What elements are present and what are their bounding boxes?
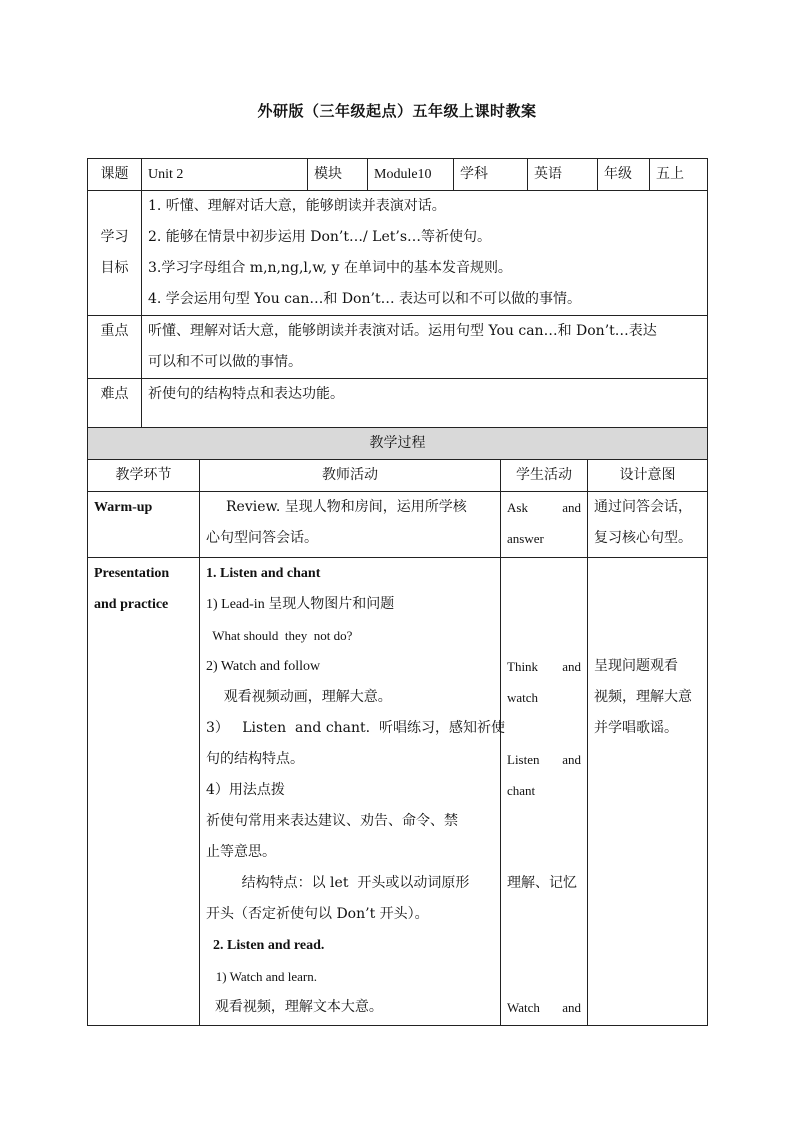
difficulty-row <box>88 379 708 429</box>
objectives-row <box>88 191 708 316</box>
process-header: 教学过程 <box>88 428 708 460</box>
subject-label: 学科 <box>454 159 528 191</box>
difficulty-label: 难点 <box>88 379 142 429</box>
presentation-teacher: 1. Listen and chant 1) Lead-in 呈现人物图片和问题 What should they not do? 2) Watch and follow 观看视频动画，理解大意。 3） Listen and chant. 听唱练习，感知祈使 句的结构特点。 4）用法点拨 祈使句常用来表达建议、劝告、命令、禁 止等意思。 结构特点：以 let 开头或以动词原形 开头（否定祈使句以 Don’t 开头）。 2. Listen and read. 1) Watch and learn. 观看视频，理解文本大意。 <box>200 558 501 1026</box>
column-header: 教学环节 <box>88 460 200 492</box>
presentation-stage: Presentation and practice <box>88 558 200 1026</box>
info-row <box>88 159 708 191</box>
presentation-student: Think and watch Listen and chant 理解、记忆 Watch and <box>501 558 588 1026</box>
warmup-stage: Warm-up <box>88 492 200 558</box>
process-column-headers <box>88 460 708 492</box>
warmup-row <box>88 492 708 558</box>
objective-item: 3.学习字母组合 m,n,ng,l,w, y 在单词中的基本发音规则。 <box>148 260 512 276</box>
key-points-label: 重点 <box>88 316 142 379</box>
column-header: 教师活动 <box>200 460 501 492</box>
module-value: Module10 <box>368 159 454 191</box>
key-points-content: 听懂、理解对话大意，能够朗读并表演对话。运用句型 You can…和 Don’t…表达 可以和不可以做的事情。 <box>142 316 708 379</box>
objectives-label: 学习 目标 <box>88 191 142 316</box>
column-header: 学生活动 <box>501 460 588 492</box>
objectives-content <box>142 191 708 316</box>
page-title: 外研版（三年级起点）五年级上课时教案 <box>257 102 537 120</box>
subject-value: 英语 <box>528 159 598 191</box>
warmup-intent: 通过问答会话， 复习核心句型。 <box>588 492 708 558</box>
key-points-row <box>88 316 708 379</box>
topic-value: Unit 2 <box>142 159 308 191</box>
column-header: 设计意图 <box>588 460 708 492</box>
info-table <box>87 158 708 429</box>
grade-label: 年级 <box>598 159 650 191</box>
objective-item: 4. 学会运用句型 You can…和 Don’t… 表达可以和不可以做的事情。 <box>148 291 582 307</box>
objective-item: 1. 听懂、理解对话大意，能够朗读并表演对话。 <box>148 198 446 214</box>
presentation-row <box>88 558 708 1026</box>
topic-label: 课题 <box>88 159 142 191</box>
warmup-student: Ask and answer <box>501 492 588 558</box>
difficulty-content: 祈使句的结构特点和表达功能。 <box>142 379 708 429</box>
objective-item: 2. 能够在情景中初步运用 Don’t…/ Let’s…等祈使句。 <box>148 229 492 245</box>
process-table <box>87 427 708 1026</box>
warmup-teacher: Review. 呈现人物和房间，运用所学核 心句型问答会话。 <box>200 492 501 558</box>
presentation-intent: 呈现问题观看 视频，理解大意 并学唱歌谣。 <box>588 558 708 1026</box>
module-label: 模块 <box>308 159 368 191</box>
grade-value: 五上 <box>650 159 708 191</box>
